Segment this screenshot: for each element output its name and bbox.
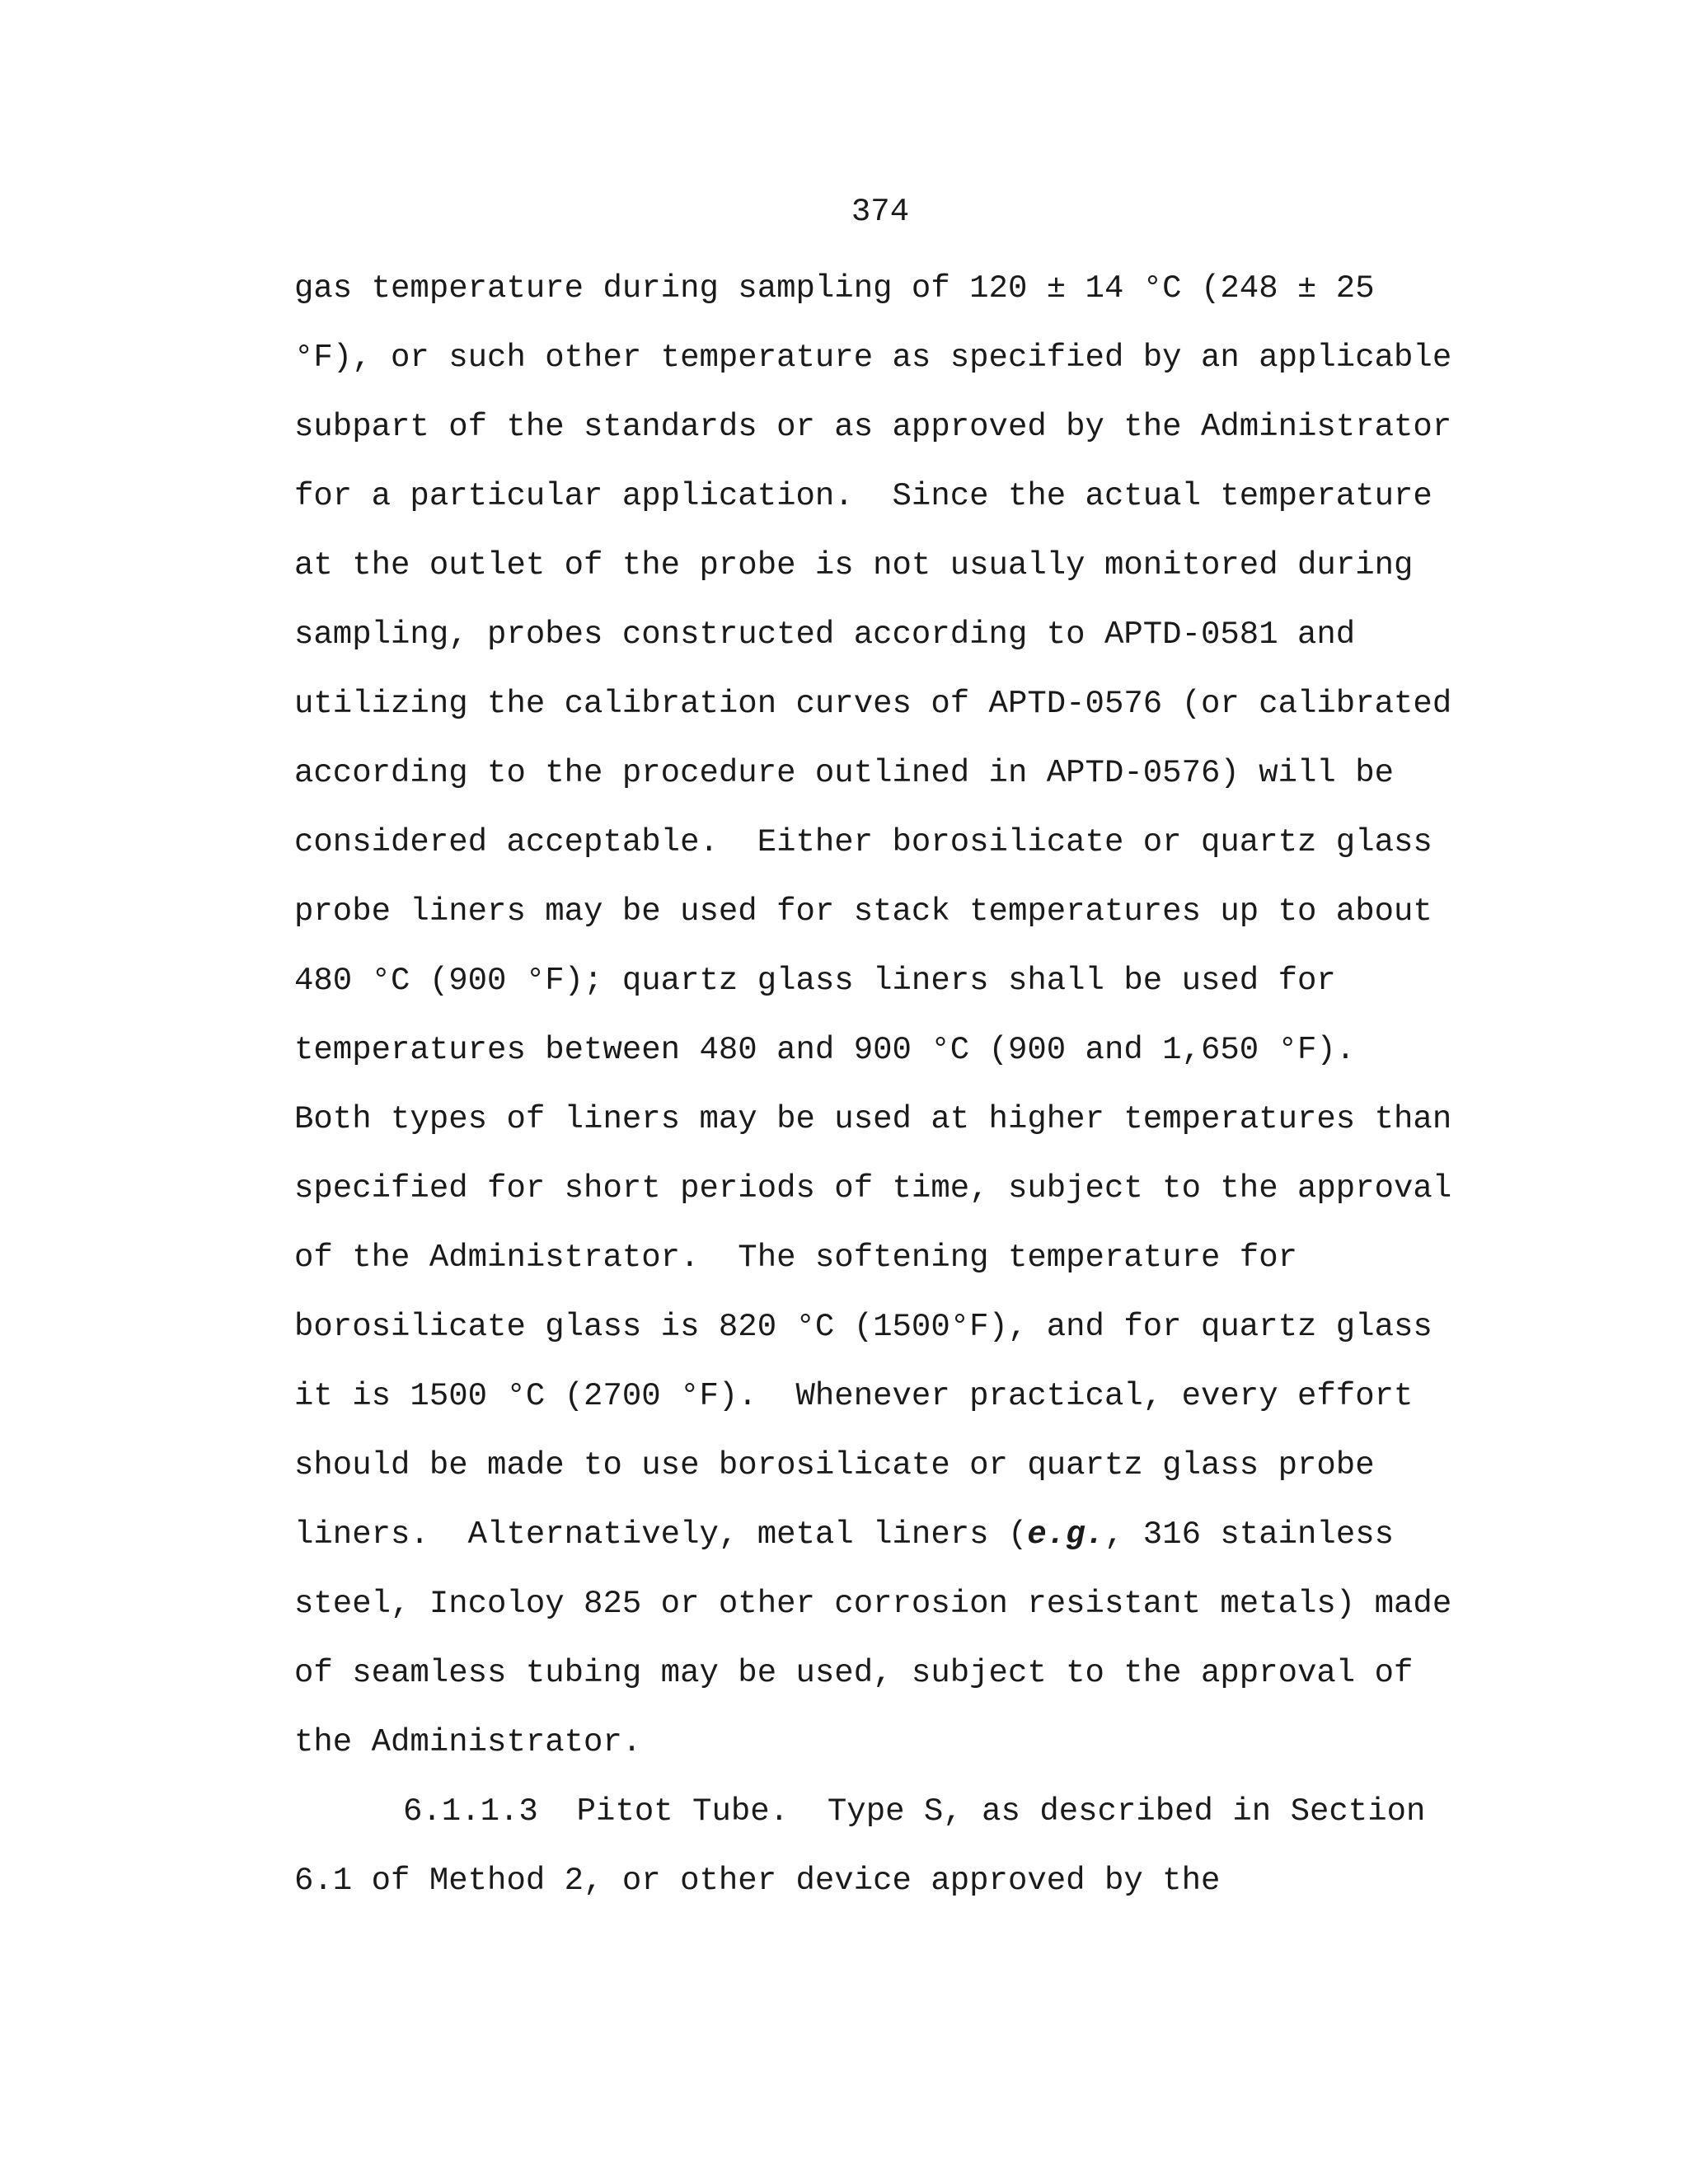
body-text <box>294 254 1481 1915</box>
text-line: probe liners may be used for stack temperatures up to about <box>294 893 1432 930</box>
text-line: according to the procedure outlined in APTD-0576) will be <box>294 755 1395 791</box>
text-line: should be made to use borosilicate or quartz glass probe <box>294 1447 1375 1483</box>
text-line: specified for short periods of time, subject to the approval <box>294 1170 1452 1207</box>
text-line: utilizing the calibration curves of APTD-0576 (or calibrated <box>294 686 1452 722</box>
text-line-with-emphasis <box>294 1500 1481 1569</box>
text-segment: , 316 stainless <box>1104 1516 1395 1553</box>
text-line: of the Administrator. The softening temperature for <box>294 1240 1297 1276</box>
text-line: 480 °C (900 °F); quartz glass liners shall be used for <box>294 963 1336 999</box>
text-line: of seamless tubing may be used, subject to the approval of <box>294 1655 1414 1691</box>
text-line: subpart of the standards or as approved by the Administrator <box>294 409 1452 445</box>
text-line: for a particular application. Since the actual temperature <box>294 478 1432 514</box>
text-line: °F), or such other temperature as specified by an applicable <box>294 340 1452 376</box>
text-line: gas temperature during sampling of 120 ± 14 °C (248 ± 25 <box>294 270 1375 307</box>
text-line: considered acceptable. Either borosilicate or quartz glass <box>294 824 1432 860</box>
text-line: sampling, probes constructed according to APTD-0581 and <box>294 616 1356 653</box>
text-segment: liners. Alternatively, metal liners ( <box>294 1516 1028 1553</box>
text-line: temperatures between 480 and 900 °C (900 and 1,650 °F). <box>294 1032 1356 1068</box>
text-line: the Administrator. <box>294 1724 642 1760</box>
text-line: Both types of liners may be used at higher temperatures than <box>294 1101 1452 1137</box>
text-line: steel, Incoloy 825 or other corrosion resistant metals) made <box>294 1586 1452 1622</box>
page-number: 374 <box>851 194 910 230</box>
text-line: it is 1500 °C (2700 °F). Whenever practical, every effort <box>294 1378 1414 1414</box>
text-line: 6.1 of Method 2, or other device approved by the <box>294 1863 1221 1899</box>
text-line: at the outlet of the probe is not usually monitored during <box>294 547 1414 583</box>
text-line: borosilicate glass is 820 °C (1500°F), and for quartz glass <box>294 1309 1432 1345</box>
section-heading-line: 6.1.1.3 Pitot Tube. Type S, as described in Section <box>403 1793 1426 1830</box>
emphasis-eg: e.g. <box>1027 1516 1104 1553</box>
